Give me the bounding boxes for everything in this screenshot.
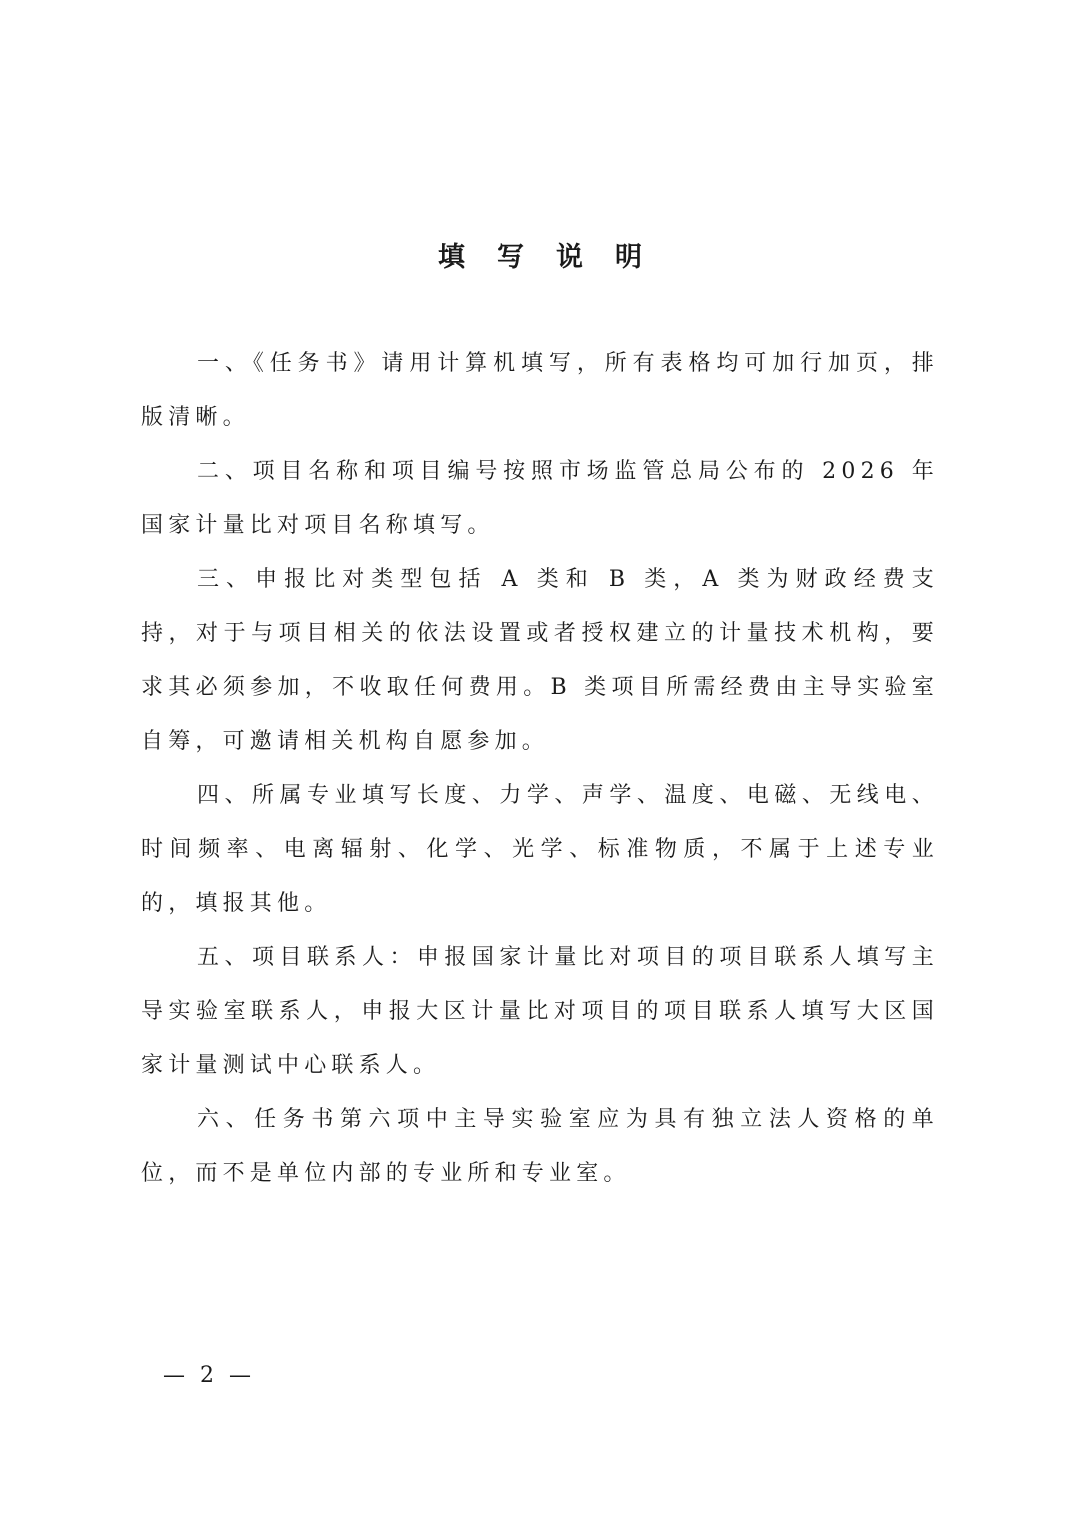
instruction-paragraph-1: 一、《任务书》请用计算机填写，所有表格均可加行加页，排版清晰。 bbox=[141, 351, 939, 430]
page-title: 填写说明 bbox=[438, 242, 674, 273]
page-number: — 2 — bbox=[163, 1363, 255, 1388]
instruction-paragraph-2: 二、项目名称和项目编号按照市场监管总局公布的 2026 年国家计量比对项目名称填写。 bbox=[141, 459, 939, 538]
instruction-paragraph-4: 四、所属专业填写长度、力学、声学、温度、电磁、无线电、时间频率、电离辐射、化学、光学、标准物质，不属于上述专业的，填报其他。 bbox=[141, 783, 939, 916]
instruction-paragraph-6: 六、任务书第六项中主导实验室应为具有独立法人资格的单位，而不是单位内部的专业所和专业室。 bbox=[141, 1107, 939, 1186]
instruction-paragraph-3: 三、申报比对类型包括 A 类和 B 类，A 类为财政经费支持，对于与项目相关的依法设置或者授权建立的计量技术机构，要求其必须参加，不收取任何费用。B 类项目所需经费由主导实验室自筹，可邀请相关机构自愿参加。 bbox=[141, 567, 939, 754]
instruction-paragraph-5: 五、项目联系人：申报国家计量比对项目的项目联系人填写主导实验室联系人，申报大区计量比对项目的项目联系人填写大区国家计量测试中心联系人。 bbox=[141, 945, 939, 1078]
instructions-body bbox=[141, 337, 939, 1201]
